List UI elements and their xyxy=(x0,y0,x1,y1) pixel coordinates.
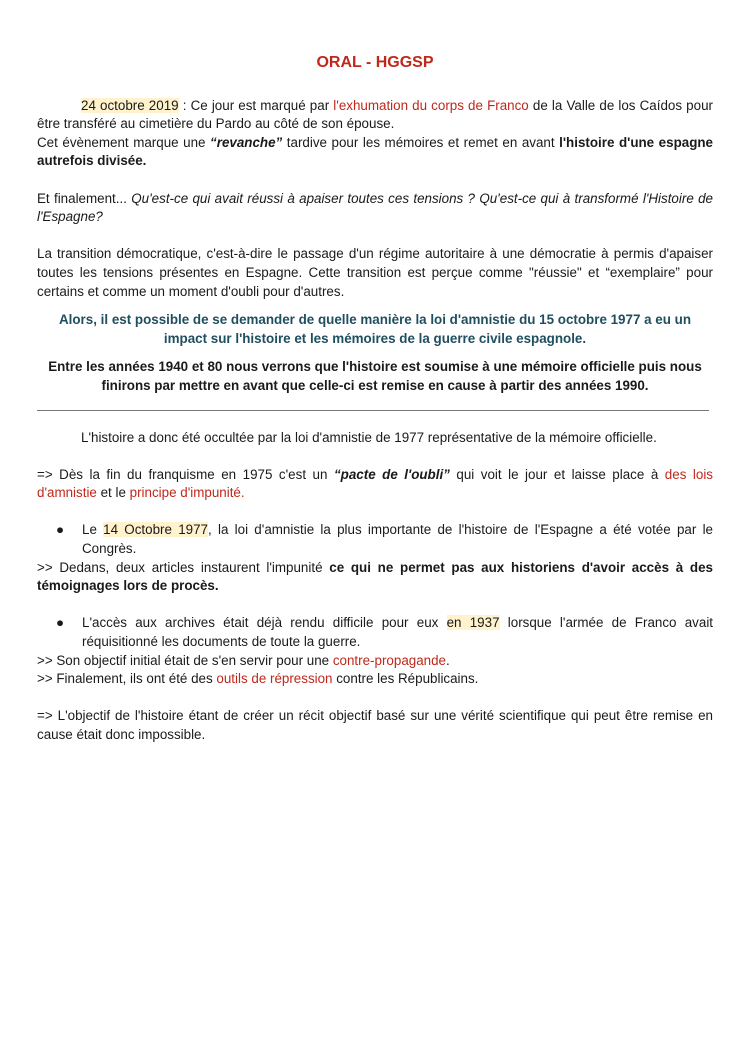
text: >> Son objectif initial était de s'en servir pour une xyxy=(37,652,333,668)
bullet-item-2 xyxy=(37,614,713,651)
bold-text: l'histoire d'une espagne autrefois divisée. xyxy=(37,134,714,169)
text: >> Finalement, ils ont été des xyxy=(37,671,217,687)
text: et le xyxy=(96,485,130,501)
body-line-3 xyxy=(37,670,713,689)
text: Et finalement... xyxy=(37,190,132,206)
intro-paragraph-4: La transition démocratique, c'est-à-dire le passage d'un régime autoritaire à une démocratie à permis d'apaiser toutes les tensions présentes en Espagne. Cette transition est perçue comme "réussie" et “exemplaire” pour certains et comme un moment d'oubli pour d'autres. xyxy=(37,246,713,299)
text: . xyxy=(240,485,245,501)
red-text: principe d'impunité xyxy=(129,485,241,501)
bullet-dot-icon: ● xyxy=(56,615,65,631)
highlight-date: en 1937 xyxy=(446,615,500,631)
text: L'accès aux archives était déjà rendu difficile pour eux xyxy=(82,615,447,631)
body-line-2 xyxy=(37,652,713,671)
body-paragraph-1: L'histoire a donc été occultée par la loi d'amnistie de 1977 représentative de la mémoire officielle. xyxy=(81,429,657,445)
text: >> Dedans, deux articles instaurent l'impunité xyxy=(37,559,330,575)
bold-text: ce qui ne permet pas aux historiens d'avoir accès à des témoignages lors de procès. xyxy=(37,559,713,594)
bullet-dot-icon: ● xyxy=(56,522,65,538)
red-text: des lois d'amnistie xyxy=(37,466,713,501)
intro-paragraph-2 xyxy=(37,134,713,171)
text: qui voit le jour et laisse place à xyxy=(449,466,665,482)
text: contre les Républicains. xyxy=(332,671,479,687)
italic-question: Qu'est-ce qui avait réussi à apaiser toutes ces tensions ? Qu'est-ce qui à transformé l'Histoire de l'Espagne? xyxy=(37,190,713,225)
text: lorsque l'armée de Franco avait réquisitionné les documents de toute la guerre. xyxy=(82,615,714,650)
annonce-du-plan: Entre les années 1940 et 80 nous verrons que l'histoire est soumise à une mémoire officielle puis nous finirons par mettre en avant que celle-ci est remise en cause à partir des années 1990. xyxy=(48,359,702,393)
bullet-item-1 xyxy=(37,521,713,558)
text: tardive pour les mémoires et remet en avant xyxy=(282,134,560,150)
body-paragraph-2 xyxy=(37,466,713,503)
text: : Ce jour est marqué par xyxy=(178,97,334,113)
intro-paragraph-3 xyxy=(37,190,713,227)
text: Le xyxy=(82,522,104,538)
document-title: ORAL - HGGSP xyxy=(316,54,434,71)
text: , la loi d'amnistie la plus importante de l'histoire de l'Espagne a été votée par le Congrès. xyxy=(82,522,713,557)
text: de la Valle de los Caídos pour être transféré au cimetière du Pardo au côté de son épouse. xyxy=(37,97,713,132)
text: . xyxy=(446,652,450,668)
highlight-date: 24 octobre 2019 xyxy=(81,97,179,113)
red-text: outils de répression xyxy=(216,671,333,687)
horizontal-divider xyxy=(37,410,709,411)
problematique: Alors, il est possible de se demander de quelle manière la loi d'amnistie du 15 octobre 1977 a eu un impact sur l'histoire et les mémoires de la guerre civile espagnole. xyxy=(58,312,691,346)
red-text: contre-propagande xyxy=(332,652,447,668)
intro-paragraph-1 xyxy=(37,97,713,134)
red-text: l'exhumation du corps de Franco xyxy=(333,97,529,113)
highlight-date: 14 Octobre 1977 xyxy=(103,522,208,538)
text: Cet évènement marque une xyxy=(37,134,211,150)
body-line-1 xyxy=(37,559,713,596)
body-paragraph-end: => L'objectif de l'histoire étant de créer un récit objectif basé sur une vérité scientifique qui peut être remise en cause était donc impossible. xyxy=(37,708,713,742)
bold-italic-text: “pacte de l'oubli” xyxy=(333,466,450,482)
document-page xyxy=(37,48,713,745)
text: => Dès la fin du franquisme en 1975 c'est un xyxy=(37,466,334,482)
bold-italic-text: “revanche” xyxy=(210,134,283,150)
